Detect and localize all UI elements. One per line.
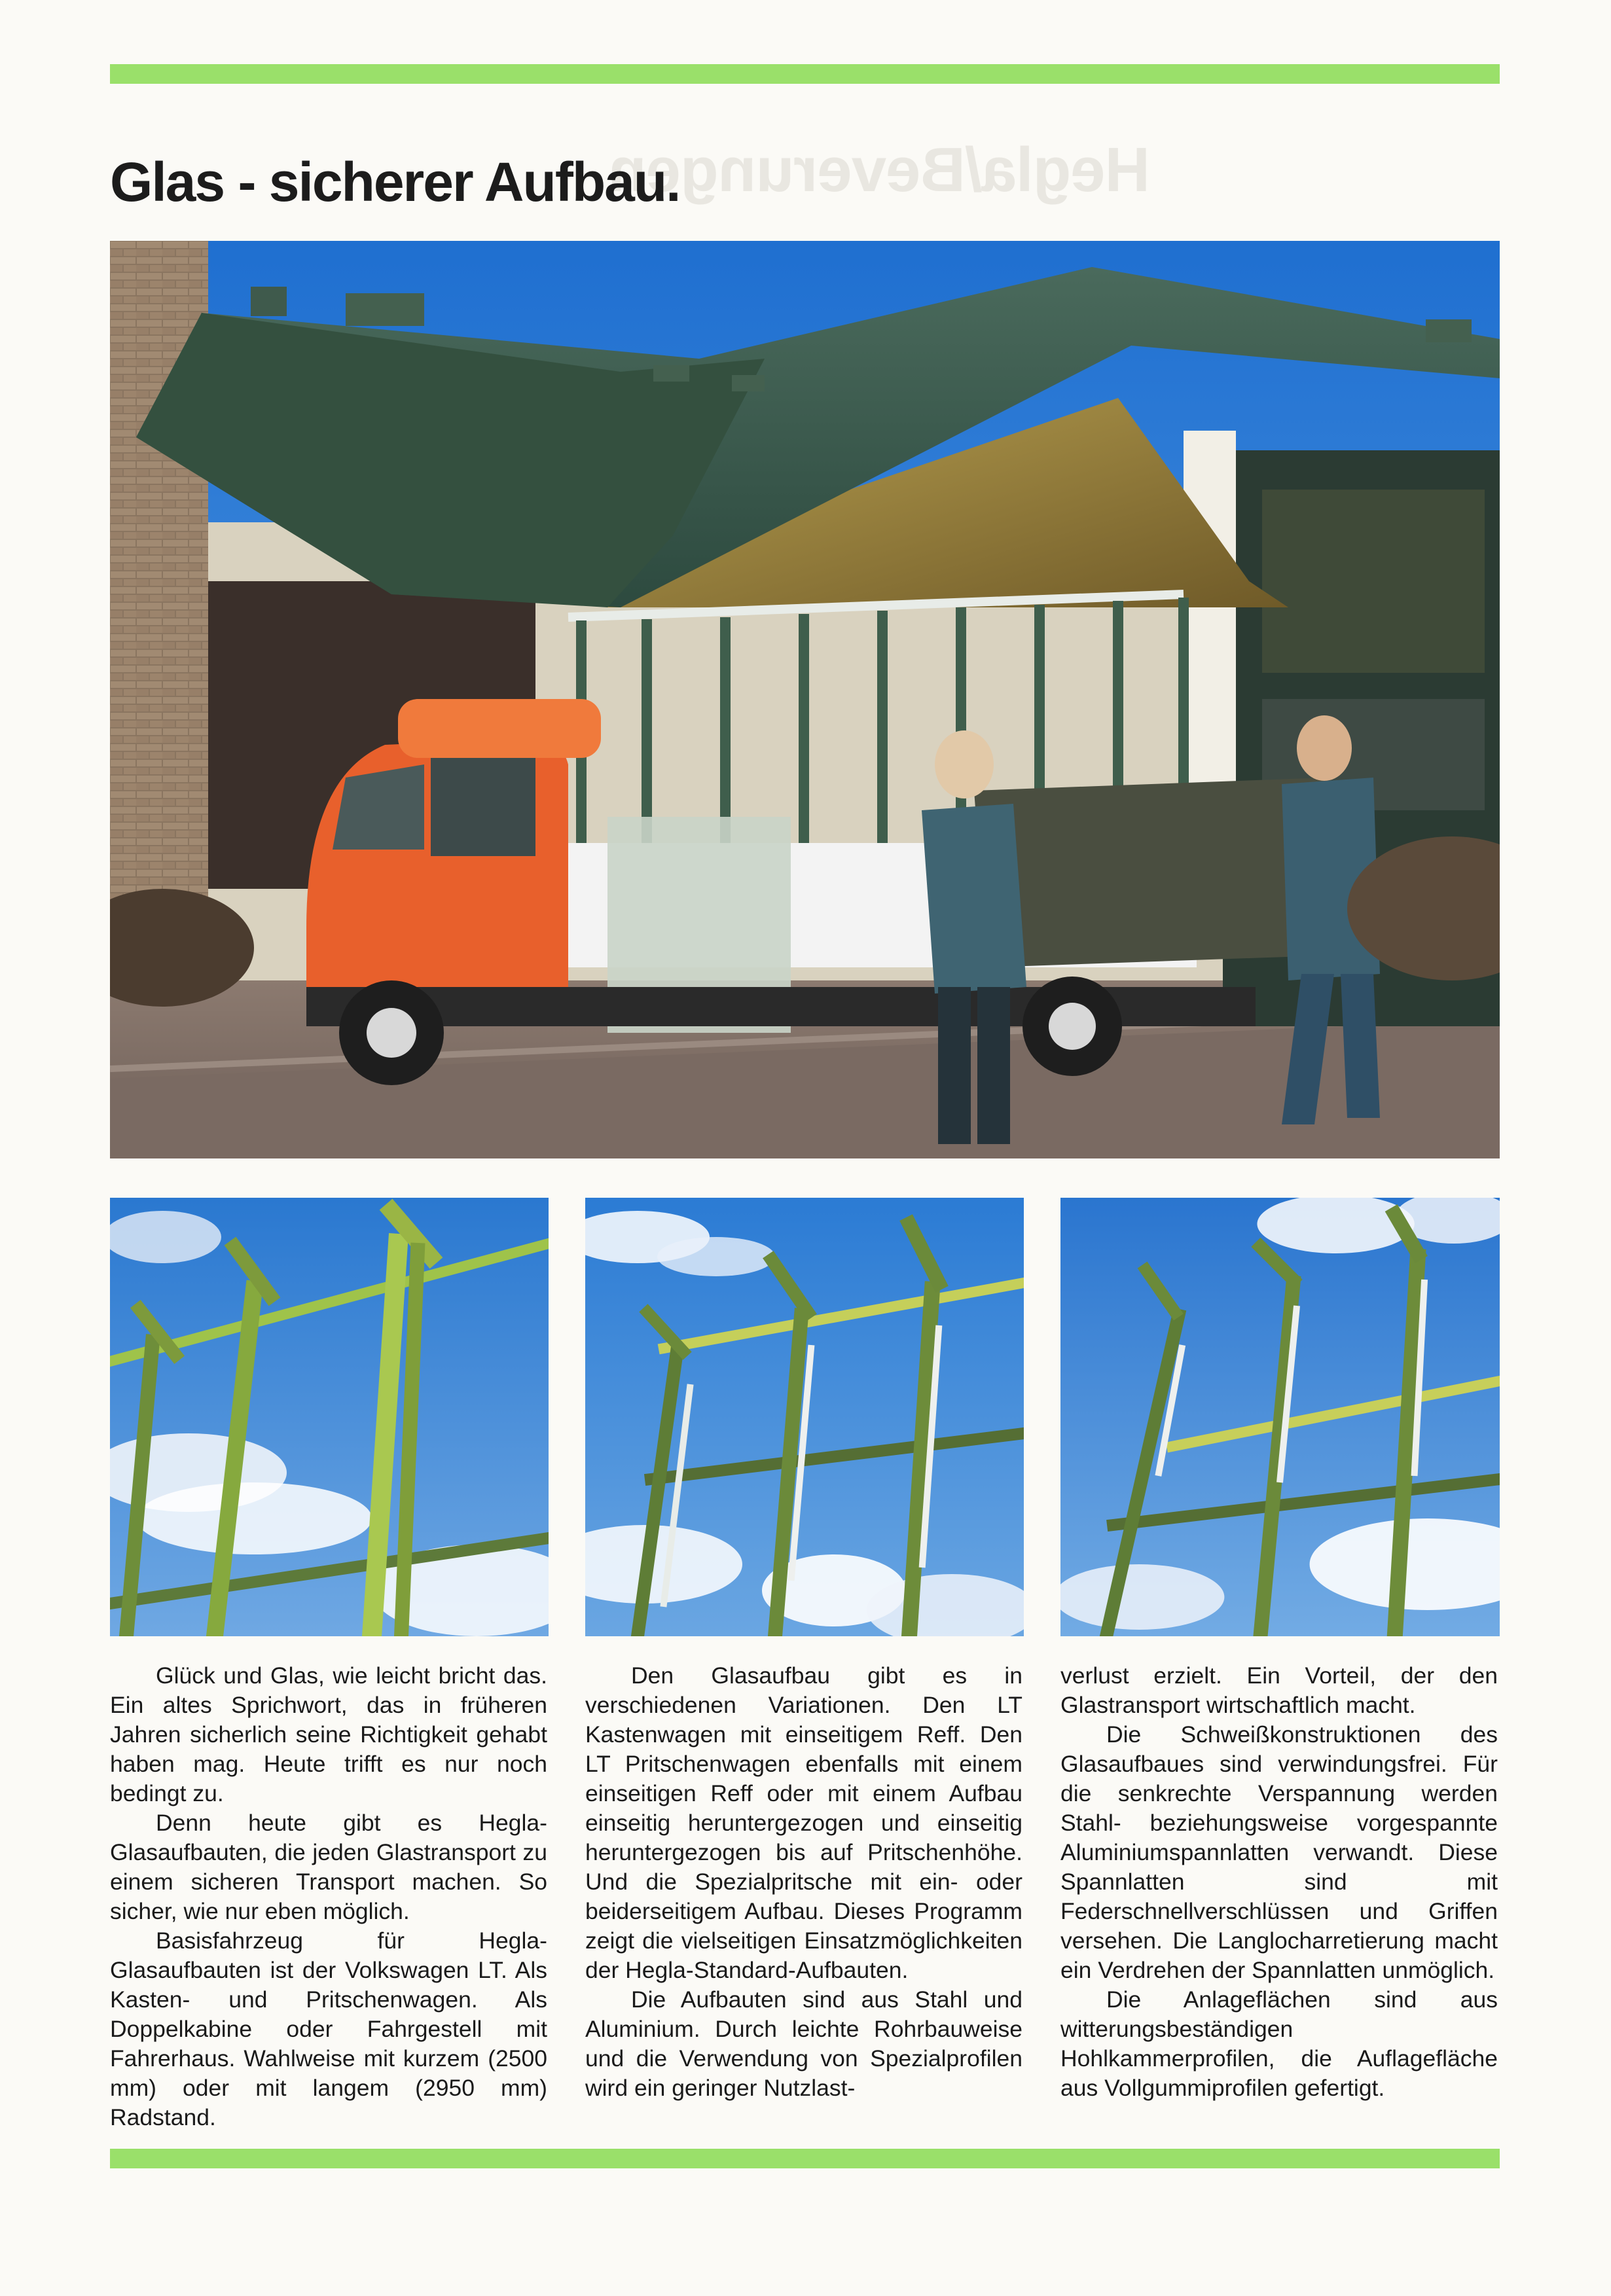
show-through-title: Hegla/Beverungen xyxy=(609,135,1150,205)
paragraph: Den Glasaufbau gibt es in verschiedenen Variationen. Den LT Kastenwagen mit einseitigem Reff. Den LT Pritschenwagen ebenfalls mit einem einseitigen Reff oder mit einem Aufbau einseitig heruntergezogen und einseitig heruntergezogen bis auf Pritschenhöhe. Und die Spezialpritsche mit ein- oder beiderseitigem Aufbau. Dieses Programm zeigt die vielseitigen Einsatzmöglichkeiten der Hegla-Standard-Aufbauten. xyxy=(585,1662,1023,1983)
paragraph: Die Schweißkonstruktionen des Glasaufbaues sind verwindungsfrei. Für die senkrechte Verspannung werden Stahl- beziehungsweise vorgespannte Aluminiumspannlatten verwandt. Diese Spannlatten sind mit Federschnellverschlüssen und Griffen versehen. Die Langlocharretierung macht ein Verdrehen der Spannlatten unmöglich. xyxy=(1060,1721,1498,1983)
text-column-1 xyxy=(110,1661,547,2132)
page-title: Glas - sicherer Aufbau. xyxy=(110,151,680,213)
paragraph: Basisfahrzeug für Hegla-Glasaufbauten ist der Volkswagen LT. Als Kasten- und Pritschenwagen. Als Doppelkabine oder Fahrgestell mit Fahrerhaus. Wahlweise mit kurzem (2500 mm) oder mit langem (2950 mm) Radstand. xyxy=(110,1928,547,2130)
text-column-3 xyxy=(1060,1661,1498,2103)
rack-detail-photo-left xyxy=(110,1198,549,1636)
paragraph: Die Anlageflächen sind aus witterungsbeständigen Hohlkammerprofilen, die Auflagefläche aus Vollgummiprofilen gefertigt. xyxy=(1060,1986,1498,2101)
bottom-accent-bar xyxy=(110,2149,1500,2168)
paragraph: Glück und Glas, wie leicht bricht das. Ein altes Sprichwort, das in früheren Jahren sicherlich seine Richtigkeit gehabt haben mag. Heute trifft es nur noch bedingt zu. xyxy=(110,1662,547,1806)
top-accent-bar xyxy=(110,64,1500,84)
paragraph: Denn heute gibt es Hegla-Glasaufbauten, die jeden Glastransport zu einem sicheren Transport machen. So sicher, wie nur eben möglich. xyxy=(110,1810,547,1924)
main-photo xyxy=(110,241,1500,1158)
paragraph: Die Aufbauten sind aus Stahl und Aluminium. Durch leichte Rohrbauweise und die Verwendung von Spezialprofilen wird ein geringer Nutzlast- xyxy=(585,1986,1023,2101)
rack-detail-photo-right xyxy=(1060,1198,1500,1636)
rack-detail-photo-center xyxy=(585,1198,1024,1636)
paragraph-continued: verlust erzielt. Ein Vorteil, der den Glastransport wirtschaftlich macht. xyxy=(1060,1662,1498,1718)
text-column-2 xyxy=(585,1661,1023,2103)
